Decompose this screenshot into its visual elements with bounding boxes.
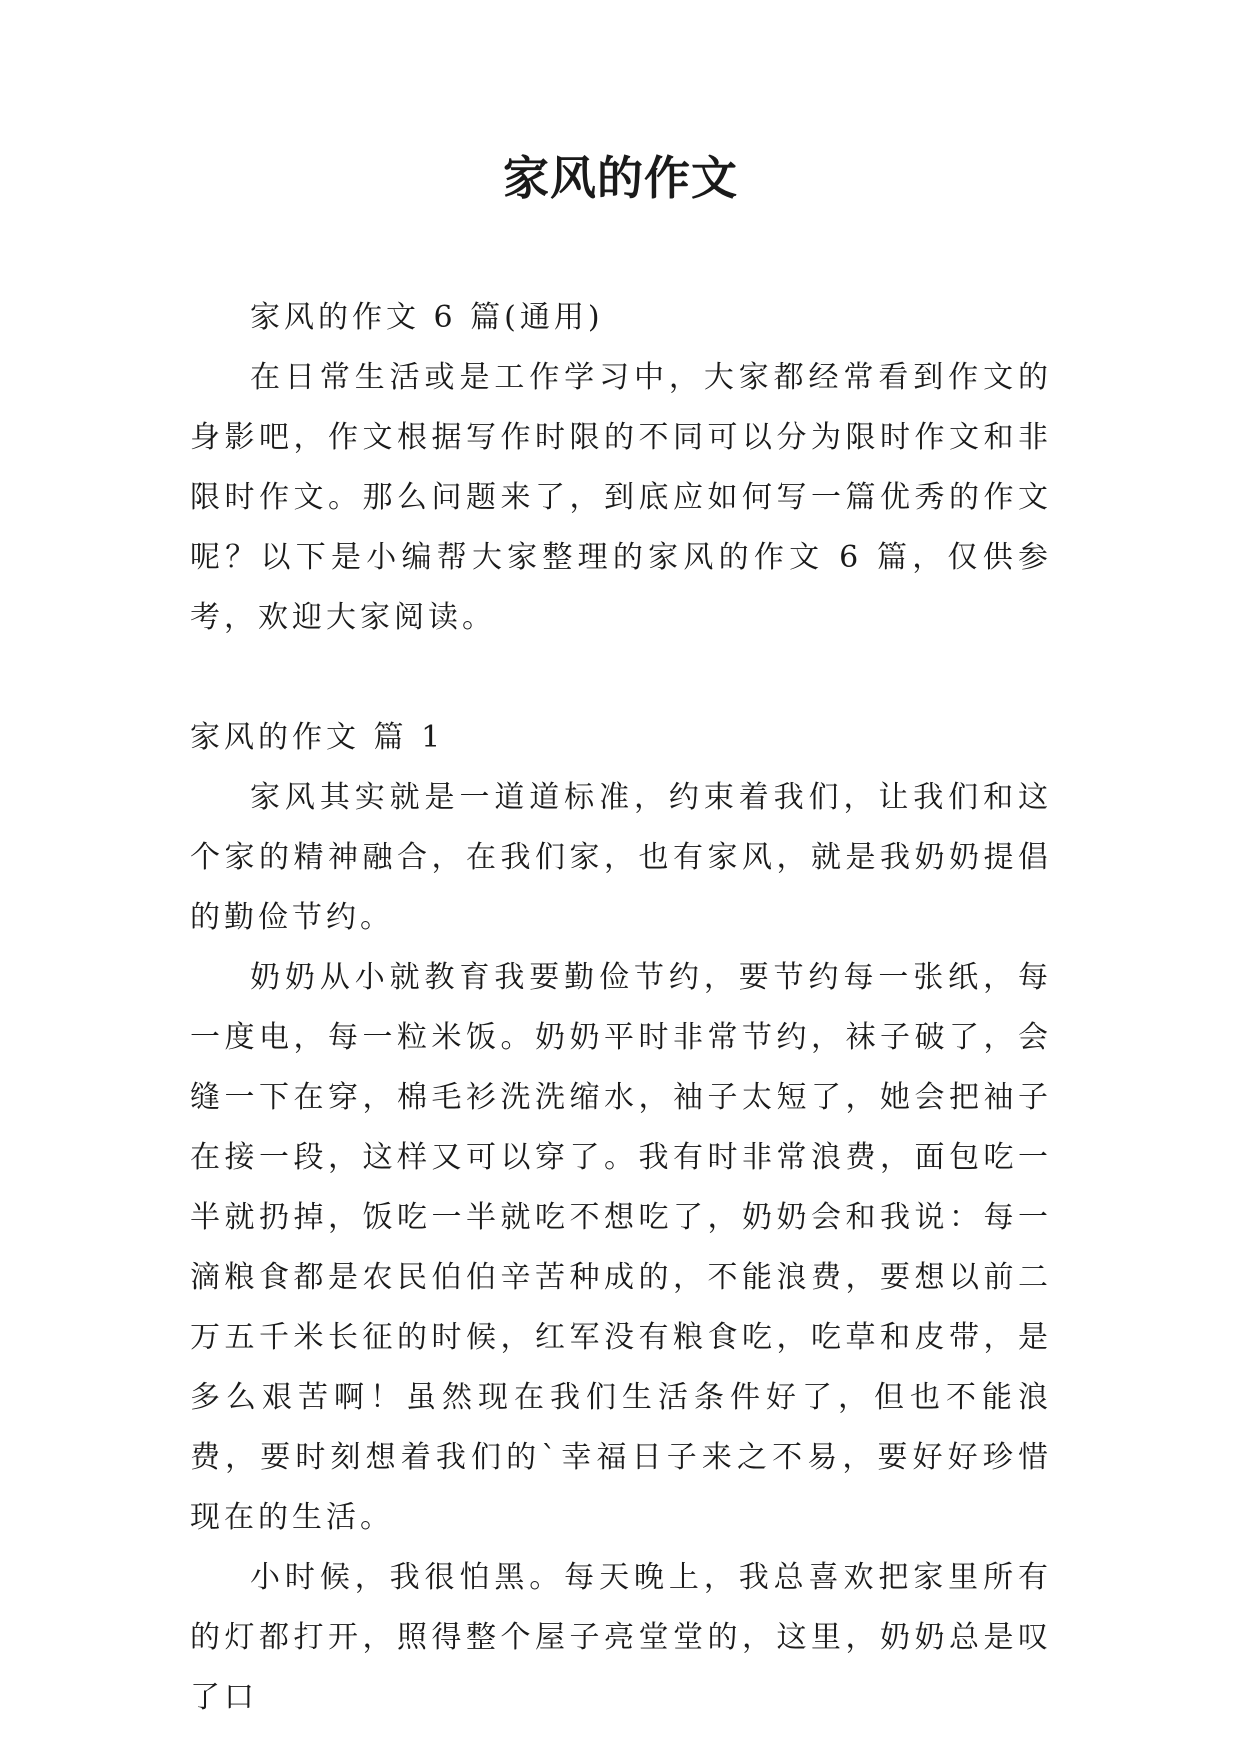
body-paragraph: 家风其实就是一道道标准，约束着我们，让我们和这个家的精神融合，在我们家，也有家风，就是我奶奶提倡的勤俭节约。: [190, 780, 1052, 935]
document-title: 家风的作文: [503, 151, 738, 205]
document-subtitle: 家风的作文 6 篇(通用): [250, 300, 604, 335]
section-spacer: [190, 648, 1052, 708]
section-heading: 家风的作文 篇 1: [190, 720, 445, 755]
document-body: [190, 288, 1052, 1728]
body-paragraph: 奶奶从小就教育我要勤俭节约，要节约每一张纸，每一度电，每一粒米饭。奶奶平时非常节约，袜子破了，会缝一下在穿，棉毛衫洗洗缩水，袖子太短了，她会把袖子在接一段，这样又可以穿了。我有时非常浪费，面包吃一半就扔掉，饭吃一半就吃不想吃了，奶奶会和我说：每一滴粮食都是农民伯伯辛苦种成的，不能浪费，要想以前二万五千米长征的时候，红军没有粮食吃，吃草和皮带，是多么艰苦啊！虽然现在我们生活条件好了，但也不能浪费，要时刻想着我们的`幸福日子来之不易，要好好珍惜现在的生活。: [190, 960, 1052, 1535]
body-paragraph: 小时候，我很怕黑。每天晚上，我总喜欢把家里所有的灯都打开，照得整个屋子亮堂堂的，这里，奶奶总是叹了口: [190, 1560, 1052, 1715]
intro-paragraph: 在日常生活或是工作学习中，大家都经常看到作文的身影吧，作文根据写作时限的不同可以分为限时作文和非限时作文。那么问题来了，到底应如何写一篇优秀的作文呢？以下是小编帮大家整理的家风的作文 6 篇，仅供参考，欢迎大家阅读。: [190, 360, 1052, 635]
